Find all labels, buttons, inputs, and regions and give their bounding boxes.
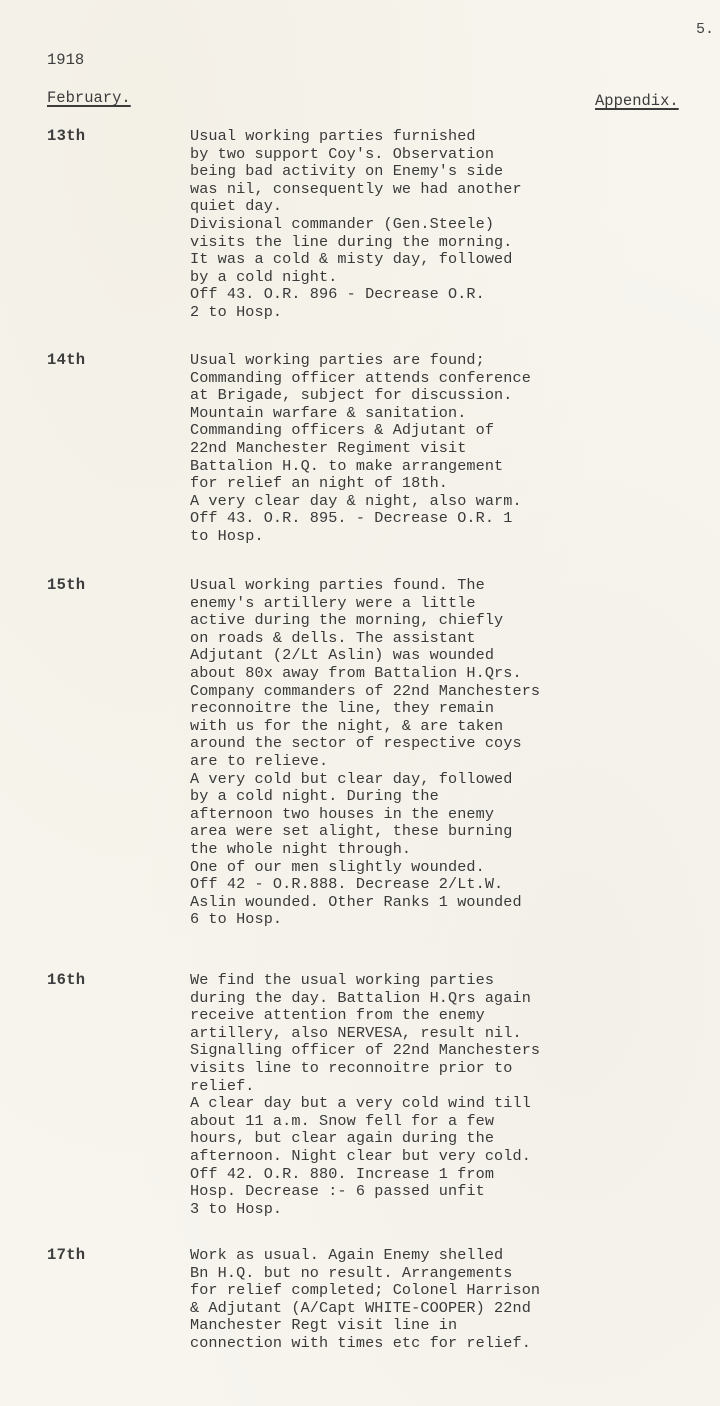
entry-text: [190, 1247, 630, 1353]
entry-line: for relief completed; Colonel Harrison: [190, 1281, 541, 1300]
entry-line: & Adjutant (A/Capt WHITE-COOPER) 22nd: [190, 1298, 531, 1317]
entry-line: Usual working parties furnished: [190, 127, 476, 145]
entry-date: 15th: [47, 576, 86, 594]
entry-line: during the day. Battalion H.Qrs again: [190, 988, 531, 1007]
entry-line: around the sector of respective coys: [190, 734, 522, 753]
entry-line: One of our men slightly wounded.: [190, 857, 485, 876]
entry-line: Commanding officers & Adjutant of: [190, 421, 495, 440]
entry-line: relief.: [190, 1076, 255, 1095]
entry-text: [190, 577, 630, 929]
entry-line: about 11 a.m. Snow fell for a few: [190, 1111, 495, 1130]
entry-line: on roads & dells. The assistant: [190, 628, 476, 647]
year-heading: 1918: [47, 51, 85, 69]
entry-line: afternoon. Night clear but very cold.: [190, 1146, 531, 1165]
entry-line: the whole night through.: [190, 839, 412, 858]
entry-line: Divisional commander (Gen.Steele): [190, 214, 495, 233]
entry-line: Signalling officer of 22nd Manchesters: [190, 1041, 541, 1060]
entry-line: Off 42 - O.R.888. Decrease 2/Lt.W.: [190, 875, 504, 894]
entry-line: Commanding officer attends conference: [190, 368, 531, 387]
entry-line: at Brigade, subject for discussion.: [190, 386, 513, 405]
entry-line: afternoon two houses in the enemy: [190, 804, 495, 823]
entry-line: A very clear day & night, also warm.: [190, 491, 522, 510]
entry-date: 16th: [47, 971, 86, 989]
entry-line: active during the morning, chiefly: [190, 611, 504, 630]
entry-line: artillery, also NERVESA, result nil.: [190, 1023, 522, 1042]
entry-line: Off 43. O.R. 895. - Decrease O.R. 1: [190, 509, 513, 528]
entry-line: 6 to Hosp.: [190, 910, 283, 929]
entry-line: connection with times etc for relief.: [190, 1333, 531, 1352]
entry-line: Work as usual. Again Enemy shelled: [190, 1246, 504, 1264]
entry-line: Usual working parties are found;: [190, 351, 485, 369]
entry-line: receive attention from the enemy: [190, 1006, 485, 1025]
page-number: 5.: [696, 21, 715, 38]
entry-line: Adjutant (2/Lt Aslin) was wounded: [190, 646, 495, 665]
entry-line: It was a cold & misty day, followed: [190, 250, 513, 269]
entry-line: Hosp. Decrease :- 6 passed unfit: [190, 1182, 485, 1201]
entry-line: Usual working parties found. The: [190, 576, 485, 594]
entry-line: Manchester Regt visit line in: [190, 1316, 458, 1335]
entry-date: 13th: [47, 127, 86, 145]
appendix-column-heading: Appendix.: [595, 92, 679, 110]
entry-line: reconnoitre the line, they remain: [190, 699, 495, 718]
entry-line: by two support Coy's. Observation: [190, 144, 495, 163]
entry-text: [190, 352, 630, 546]
entry-date: 17th: [47, 1246, 86, 1264]
entry-line: quiet day.: [190, 197, 283, 216]
entry-line: Battalion H.Q. to make arrangement: [190, 456, 504, 475]
entry-line: for relief an night of 18th.: [190, 474, 448, 493]
entry-date: 14th: [47, 351, 86, 369]
entry-line: 3 to Hosp.: [190, 1199, 283, 1218]
entry-line: Off 43. O.R. 896 - Decrease O.R.: [190, 285, 485, 304]
entry-line: Bn H.Q. but no result. Arrangements: [190, 1263, 513, 1282]
entry-line: Off 42. O.R. 880. Increase 1 from: [190, 1164, 495, 1183]
month-heading: February.: [47, 89, 131, 107]
entry-line: area were set alight, these burning: [190, 822, 513, 841]
entry-line: are to relieve.: [190, 751, 329, 770]
entry-line: We find the usual working parties: [190, 971, 495, 989]
entry-line: visits the line during the morning.: [190, 232, 513, 251]
entry-line: 22nd Manchester Regiment visit: [190, 438, 467, 457]
entry-line: A clear day but a very cold wind till: [190, 1094, 531, 1113]
entry-line: to Hosp.: [190, 526, 264, 545]
entry-line: Mountain warfare & sanitation.: [190, 403, 467, 422]
entry-line: hours, but clear again during the: [190, 1129, 495, 1148]
entry-line: Company commanders of 22nd Manchesters: [190, 681, 541, 700]
entry-line: by a cold night.: [190, 267, 338, 286]
entry-line: being bad activity on Enemy's side: [190, 162, 504, 181]
entry-line: A very cold but clear day, followed: [190, 769, 513, 788]
entry-line: was nil, consequently we had another: [190, 179, 522, 198]
entry-line: 2 to Hosp.: [190, 302, 283, 321]
entry-line: by a cold night. During the: [190, 787, 439, 806]
entry-line: about 80x away from Battalion H.Qrs.: [190, 663, 522, 682]
entry-text: [190, 128, 630, 322]
entry-text: [190, 972, 630, 1218]
entry-line: Aslin wounded. Other Ranks 1 wounded: [190, 892, 522, 911]
entry-line: visits line to reconnoitre prior to: [190, 1058, 513, 1077]
entry-line: with us for the night, & are taken: [190, 716, 504, 735]
entry-line: enemy's artillery were a little: [190, 593, 476, 612]
